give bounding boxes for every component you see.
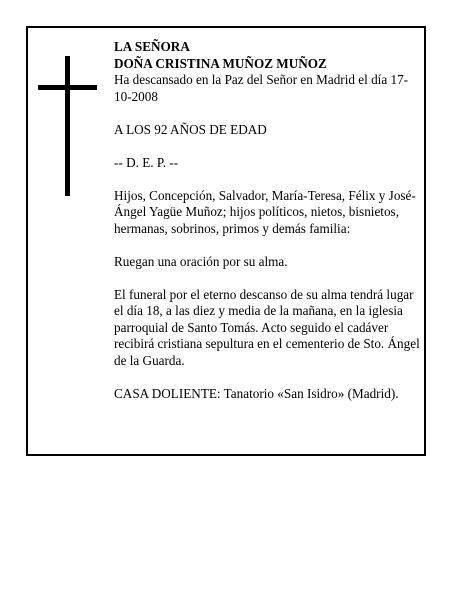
funeral-details: El funeral por el eterno descanso de su alma tendrá lugar el día 18, a las diez y media de la mañana, en la iglesia parroquial de Santo Tomás. Acto seguido el cadáver recibirá cristiana sepultura en el cementerio de Sto. Ángel de la Guarda. <box>114 286 420 368</box>
title-line-1: LA SEÑORA <box>114 39 190 54</box>
death-statement: Ha descansado en la Paz del Señor en Madrid el día 17-10-2008 <box>114 72 409 104</box>
cross-vertical-bar <box>65 56 70 196</box>
obituary-text <box>114 39 420 402</box>
family-list: Hijos, Concepción, Salvador, María-Teresa, Félix y José-Ángel Yagüe Muñoz; hijos políticos, nietos, bisnietos, hermanas, sobrinos, primos y demás familia: <box>114 187 416 236</box>
cross-horizontal-bar <box>38 85 97 90</box>
mourning-house: CASA DOLIENTE: Tanatorio «San Isidro» (Madrid). <box>114 385 399 401</box>
prayer-request: Ruegan una oración por su alma. <box>114 253 288 269</box>
rip-line: -- D. E. P. -- <box>114 154 179 170</box>
age-line: A LOS 92 AÑOS DE EDAD <box>114 121 267 137</box>
deceased-name: DOÑA CRISTINA MUÑOZ MUÑOZ <box>114 55 327 71</box>
